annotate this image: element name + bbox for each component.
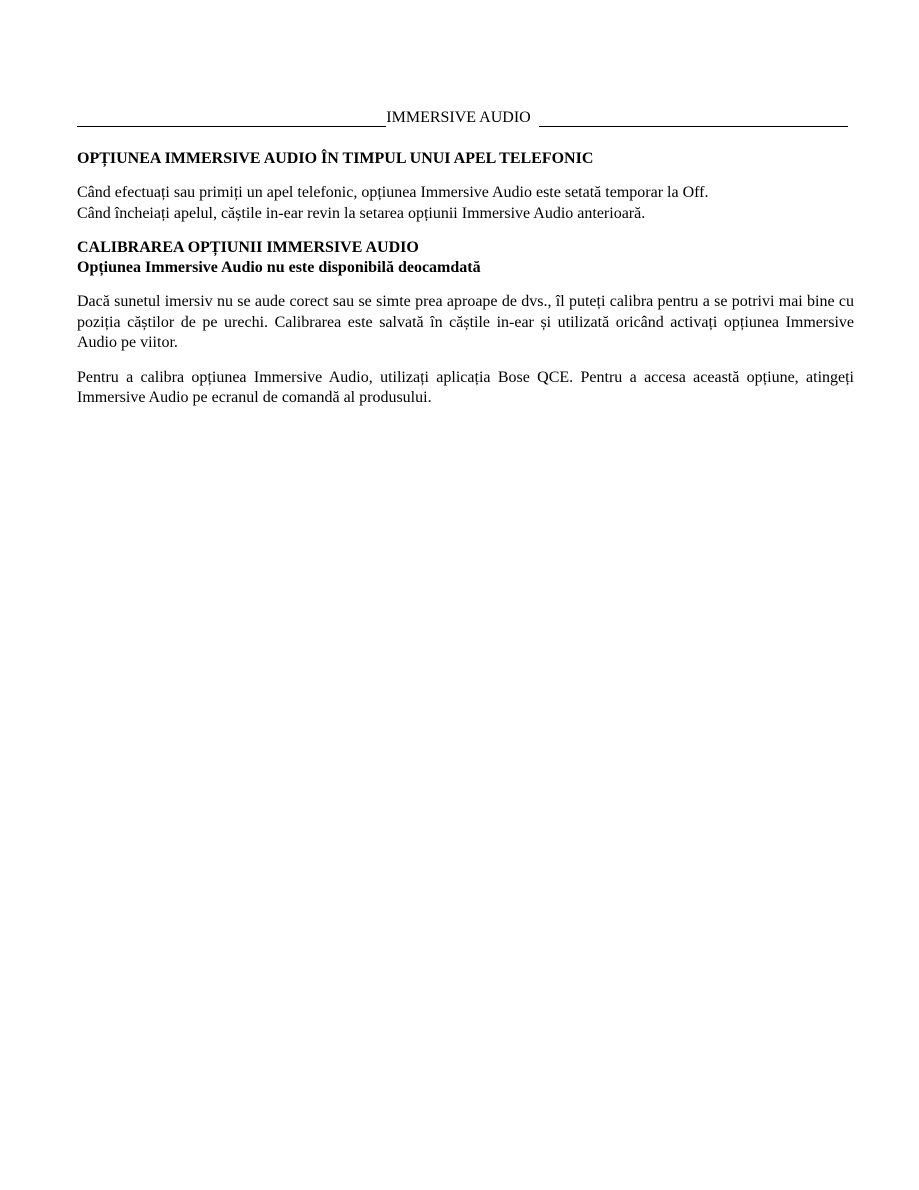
paragraph-calibration-info: Dacă sunetul imersiv nu se aude corect sau se simte prea aproape de dvs., îl puteți calibra pentru a se potrivi mai bine cu poziția căștilor de pe urechi. Calibrarea este salvată în căștile in-ear și utilizată oricând activați opțiunea Immersive Audio pe viitor. bbox=[77, 293, 854, 351]
page-header bbox=[77, 107, 848, 127]
header-rule-right bbox=[539, 111, 848, 127]
document-body bbox=[77, 149, 854, 409]
header-title: IMMERSIVE AUDIO bbox=[386, 109, 531, 126]
header-rule-left bbox=[77, 111, 386, 127]
section-heading-calibration: CALIBRAREA OPȚIUNII IMMERSIVE AUDIO bbox=[77, 239, 419, 256]
paragraph-line: Când efectuați sau primiți un apel telefonic, opțiunea Immersive Audio este setată temporar la Off. bbox=[77, 184, 709, 201]
section-heading-phone-call: OPȚIUNEA IMMERSIVE AUDIO ÎN TIMPUL UNUI APEL TELEFONIC bbox=[77, 150, 594, 167]
section-subheading-availability: Opțiunea Immersive Audio nu este disponibilă deocamdată bbox=[77, 259, 481, 276]
paragraph-phone-call bbox=[77, 183, 854, 224]
paragraph-line: Când încheiați apelul, căștile in-ear revin la setarea opțiunii Immersive Audio anterioară. bbox=[77, 204, 646, 222]
paragraph-calibration-instructions: Pentru a calibra opțiunea Immersive Audio, utilizați aplicația Bose QCE. Pentru a accesa această opțiune, atingeți Immersive Audio pe ecranul de comandă al produsului. bbox=[77, 368, 854, 406]
